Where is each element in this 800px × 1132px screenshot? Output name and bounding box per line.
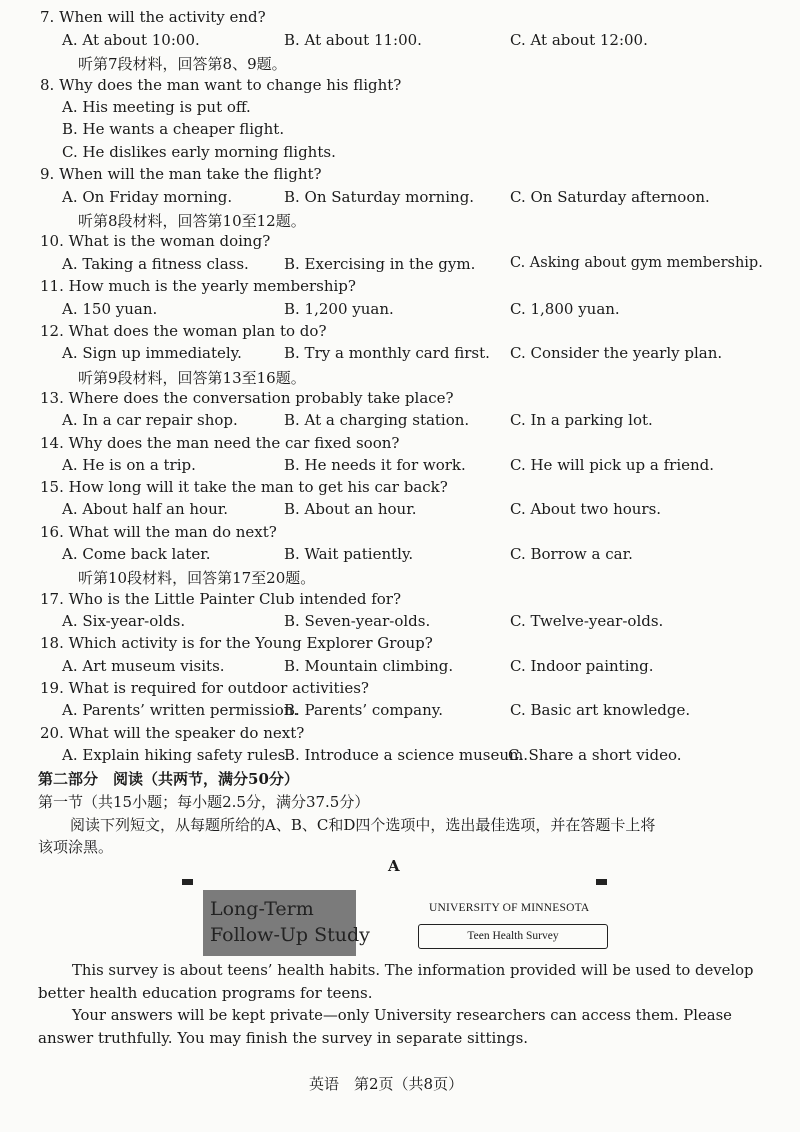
study-logo-line1: Long-Term <box>210 898 314 920</box>
q11-option-b: B. 1,200 yuan. <box>284 300 394 318</box>
q16-option-a: A. Come back later. <box>62 545 211 563</box>
question-7: 7. When will the activity end? <box>40 8 266 26</box>
q15-option-c: C. About two hours. <box>510 500 662 518</box>
q12-option-a: A. Sign up immediately. <box>62 344 242 362</box>
q19-option-c: C. Basic art knowledge. <box>510 701 691 719</box>
listening-instruction-seg9: 听第9段材料，回答第13至16题。 <box>78 369 306 387</box>
reading-directions-line1: 阅读下列短文，从每题所给的A、B、C和D四个选项中，选出最佳选项，并在答题卡上将 <box>70 816 656 834</box>
q14-option-b: B. He needs it for work. <box>284 456 466 474</box>
q14-option-a: A. He is on a trip. <box>62 456 196 474</box>
q15-option-a: A. About half an hour. <box>62 500 229 518</box>
q17-option-c: C. Twelve-year-olds. <box>510 612 664 630</box>
q12-option-c: C. Consider the yearly plan. <box>510 344 723 362</box>
listening-instruction-seg10: 听第10段材料，回答第17至20题。 <box>78 569 316 587</box>
q18-option-b: B. Mountain climbing. <box>284 657 454 675</box>
question-17: 17. Who is the Little Painter Club intended for? <box>40 590 401 608</box>
q18-option-a: A. Art museum visits. <box>62 657 225 675</box>
q7-option-a: A. At about 10:00. <box>62 31 200 49</box>
q9-option-a: A. On Friday morning. <box>62 188 233 206</box>
q10-option-b: B. Exercising in the gym. <box>284 255 476 273</box>
question-16: 16. What will the man do next? <box>40 523 277 541</box>
section1-title: 第一节（共15小题；每小题2.5分，满分37.5分） <box>38 793 370 811</box>
question-20: 20. What will the speaker do next? <box>40 724 305 742</box>
q16-option-b: B. Wait patiently. <box>284 545 414 563</box>
q19-option-a: A. Parents’ written permission. <box>62 701 299 719</box>
passage-p1-line1: This survey is about teens’ health habits. The information provided will be used to develop <box>72 962 754 979</box>
reading-directions-line2: 该项涂黑。 <box>38 838 114 856</box>
passage-p2-line2: answer truthfully. You may finish the survey in separate sittings. <box>38 1029 529 1047</box>
q19-option-b: B. Parents’ company. <box>284 701 444 719</box>
passage-p1-line2: better health education programs for teens. <box>38 984 373 1002</box>
question-8: 8. Why does the man want to change his flight? <box>40 76 402 94</box>
q7-option-b: B. At about 11:00. <box>284 31 422 49</box>
q17-option-b: B. Seven-year-olds. <box>284 612 431 630</box>
question-14: 14. Why does the man need the car fixed soon? <box>40 434 400 452</box>
q20-option-b: B. Introduce a science museum. <box>284 746 528 764</box>
page-footer: 英语 第2页（共8页） <box>309 1075 464 1093</box>
passage-p2-line1: Your answers will be kept private—only University researchers can access them. Please <box>72 1007 732 1024</box>
listening-instruction-seg7: 听第7段材料，回答第8、9题。 <box>78 55 287 73</box>
study-logo-line2: Follow-Up Study <box>210 924 370 946</box>
q20-option-c: C. Share a short video. <box>508 746 682 764</box>
question-12: 12. What does the woman plan to do? <box>40 322 327 340</box>
q14-option-c: C. He will pick up a friend. <box>510 456 715 474</box>
part2-title: 第二部分 阅读（共两节，满分50分） <box>38 770 299 788</box>
corner-mark-left <box>182 879 193 885</box>
q8-option-c: C. He dislikes early morning flights. <box>62 143 336 161</box>
q16-option-c: C. Borrow a car. <box>510 545 633 563</box>
question-19: 19. What is required for outdoor activities? <box>40 679 369 697</box>
listening-instruction-seg8: 听第8段材料，回答第10至12题。 <box>78 212 306 230</box>
q10-option-c: C. Asking about gym membership. <box>510 255 763 271</box>
q7-option-c: C. At about 12:00. <box>510 31 648 49</box>
question-18: 18. Which activity is for the Young Explorer Group? <box>40 634 433 652</box>
q11-option-c: C. 1,800 yuan. <box>510 300 620 318</box>
q9-option-c: C. On Saturday afternoon. <box>510 188 710 206</box>
q20-option-a: A. Explain hiking safety rules. <box>62 746 291 764</box>
q17-option-a: A. Six-year-olds. <box>62 612 186 630</box>
q18-option-c: C. Indoor painting. <box>510 657 654 675</box>
q11-option-a: A. 150 yuan. <box>62 300 158 318</box>
question-9: 9. When will the man take the flight? <box>40 165 322 183</box>
q13-option-b: B. At a charging station. <box>284 411 470 429</box>
corner-mark-right <box>596 879 607 885</box>
q12-option-b: B. Try a monthly card first. <box>284 344 490 362</box>
q13-option-a: A. In a car repair shop. <box>62 411 238 429</box>
q15-option-b: B. About an hour. <box>284 500 417 518</box>
question-13: 13. Where does the conversation probably take place? <box>40 389 454 407</box>
study-logo <box>203 890 370 956</box>
q10-option-a: A. Taking a fitness class. <box>62 255 249 273</box>
question-15: 15. How long will it take the man to get his car back? <box>40 478 448 496</box>
q9-option-b: B. On Saturday morning. <box>284 188 475 206</box>
q13-option-c: C. In a parking lot. <box>510 411 653 429</box>
q8-option-b: B. He wants a cheaper flight. <box>62 120 285 138</box>
teen-health-survey-button[interactable]: Teen Health Survey <box>418 924 608 949</box>
question-11: 11. How much is the yearly membership? <box>40 277 356 295</box>
passage-letter: A <box>388 857 400 875</box>
question-10: 10. What is the woman doing? <box>40 232 271 250</box>
q8-option-a: A. His meeting is put off. <box>62 98 251 116</box>
university-name: UNIVERSITY OF MINNESOTA <box>429 902 590 914</box>
